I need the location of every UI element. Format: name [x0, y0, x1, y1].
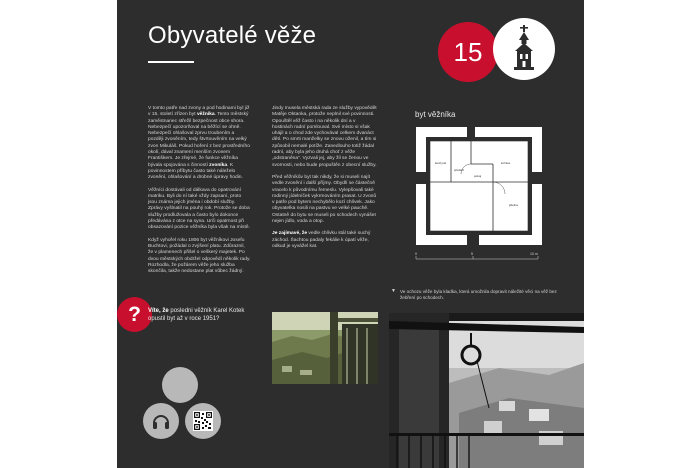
paragraph: Před věžníkův byt tak nikdy, že si museli najít vedle zvonění i další příjmy. Obydlí se částečně vracelo k původnímu řemeslu. Vylepšovali také rodinný jídelníček vykrmováním prasat. U zvonů v patře pod bytem nechybělo kozí chlívek. Jako obyvatelka nosili na pastvu ve velké pauchě. Ostatně do bytu se museli po schodech vynášet nejen jídlo, voda a otop. [272, 174, 377, 225]
scale-label: 10 m [530, 252, 538, 256]
did-you-know-text: Víte, že posledni věžník Karel Kotek opustil byt až v roce 1951? [148, 308, 245, 322]
room-label: ložnice [501, 161, 511, 165]
photo-caption: ▼ Ve ochozu věže byla kladka, která umožnila dopravit náležité věci na věž bez žebření po schodech. [391, 288, 557, 300]
page-title: Obyvatelé věže [148, 22, 317, 49]
room-label: kuchyně [435, 161, 447, 165]
floor-plan [413, 124, 553, 269]
scale-label: 0 [415, 252, 417, 256]
question-badge [117, 297, 152, 332]
floor-plan-label: byt věžníka [415, 110, 456, 119]
text-column-2 [272, 106, 377, 256]
paragraph: Věžníci dostávali od dálkava do opatrování matriku. Byli do ní také vždy zapsaní, proto jsou známa jejich jména i období služby. Zprávy vyšlnatil na pouhý rok. Protože se doba služby prodlužovala a často bylo dokonce předávána z otce na syna. Urči opatrnost při obsazování pozice věžníka byla však na místě. [148, 187, 250, 231]
scale-label: 5 [471, 252, 473, 256]
paragraph: Je zajímavé, že vedle chlívku stál také suchý záchod. Šachtou padaly fekálie k úpatí věže, odkud je vyvážel kat. [272, 231, 371, 249]
caption-marker-icon: ▼ [391, 288, 396, 294]
exhibition-panel [117, 0, 584, 468]
historic-photo-large [389, 313, 584, 468]
room-label: předsíň [454, 168, 465, 172]
section-number-badge: 15 [438, 22, 498, 82]
tower-badge [493, 18, 555, 80]
qr-code-button[interactable] [185, 403, 221, 439]
text-column-1 [148, 106, 251, 281]
paragraph: Když vyhořel roku 1806 byt věžníkovi Josefu Buchtovi, požádal o zvýšení platu. Zdůraznil, že v plamenech přišel o veškerý majetek. Po dvou městských obdržel odpovědí několik rady. Rozhodla, že požárem věže jeho služba skončila, takže nedostane plat vůbec žádný. [148, 237, 251, 275]
historic-photo-small [272, 312, 378, 384]
tower-icon [504, 25, 544, 73]
title-underline [148, 61, 194, 63]
qr-code-icon [193, 411, 213, 431]
question-icon: ? [128, 302, 141, 326]
audio-guide-button[interactable] [143, 403, 179, 439]
decorative-circle [162, 367, 198, 403]
paragraph: Jindy musela městská rada ze služby vypovědět Matěje Oktanka, protože neplnil své povinnosti. Opouštěl věž často i na několik dní a v hostinách radní pomlouval. Své místo si však uhájil a o chod zde vychovával celkem dvanáct dětí. Po smrti manželky se znovu oženil, a tím si způsobil nemalé potíže. Zanedlouho totiž žádal radní, aby byla jeho druhá choť z věže „odstraněna". Vyzvali jej, aby žil se ženou ve svornosti, nebo bude propuštěn z obecní služby. [272, 106, 377, 168]
paragraph: V tomto patře nad zvony a pod hodinami byl již v 15. století zřízen byt věžníka. Tento městský zaměstnanec střežil bezpečnost obce shora. Nebezpečí upozorňoval na běžící se ohně. Nebezpečí ohlašoval zprvu troubením a později zvoněním, tedy štvrtouvěním na velký zvon Mikuláš. Pokud hoření z bez prostředního okolí, dával znamení menším zvonem Františkem. Je zřejmé, že funkce věžníka bývala spojována s činností zvoníka. K povinnostem příbytu často také náleželo zvonění, ohlašování a drobné úpravy hodin. [148, 106, 250, 181]
headphones-icon [150, 410, 172, 432]
room-label: pokoj [474, 174, 482, 178]
room-label: jídelna [509, 203, 518, 207]
